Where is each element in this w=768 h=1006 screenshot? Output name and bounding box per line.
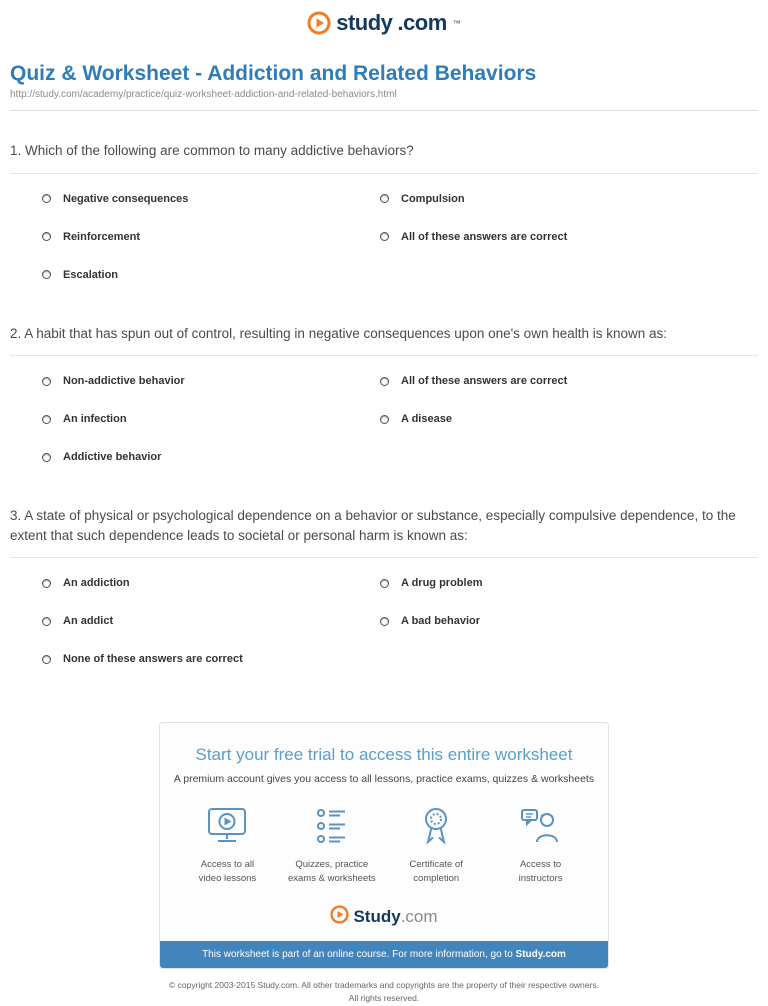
divider [10,110,758,111]
radio-button[interactable] [42,270,51,279]
logo-brand-text: study [336,10,393,35]
feature-label: Access to instructors [518,859,563,884]
radio-button[interactable] [380,579,389,588]
radio-button[interactable] [42,415,51,424]
answer-option[interactable] [380,362,718,400]
answer-label: A bad behavior [401,615,481,628]
radio-button[interactable] [380,232,389,241]
answer-option[interactable] [42,218,380,256]
options-grid [42,564,758,678]
answer-option[interactable] [42,564,380,602]
answer-option[interactable] [42,640,380,678]
answer-option[interactable] [42,602,380,640]
copyright-line-2: All rights reserved. [348,993,420,1004]
radio-button[interactable] [42,617,51,626]
answer-label: An addiction [63,577,130,590]
feature-label: Certificate of completion [409,859,463,884]
options-grid [42,180,758,294]
answer-option[interactable] [380,180,718,218]
question-block-1 [10,141,758,294]
instructors-icon [518,805,564,847]
radio-button[interactable] [380,617,389,626]
card-logo-brand: Study [353,906,401,926]
answer-label: Non-addictive behavior [63,375,185,388]
copyright-line-1: © copyright 2003-2015 Study.com. All other trademarks and copyrights are the property of their respective owners. [169,979,599,990]
answer-label: An addict [63,615,114,628]
certificate-icon [413,805,459,847]
answer-label: All of these answers are correct [401,230,568,243]
question-text: 2. A habit that has spun out of control, resulting in negative consequences upon one's own health is known as: [10,324,758,357]
card-logo-tld: .com [400,906,438,926]
answer-option[interactable] [380,564,718,602]
radio-button[interactable] [42,377,51,386]
answer-label: All of these answers are correct [401,375,568,388]
feature-label: Access to all video lessons [198,859,257,884]
feature-quizzes [282,805,381,885]
radio-button[interactable] [380,194,389,203]
radio-button[interactable] [42,579,51,588]
answer-option[interactable] [380,218,718,256]
features-row [160,785,608,891]
answer-label: Escalation [63,268,119,281]
answer-option[interactable] [380,400,718,438]
banner-studycom-link[interactable]: Study.com [515,948,566,960]
quizzes-icon [309,805,355,847]
logo-trademark: ™ [452,18,461,28]
answer-label: An infection [63,413,127,426]
answer-option[interactable] [42,400,380,438]
answer-label: Compulsion [401,192,465,205]
answer-option[interactable] [42,362,380,400]
feature-label: Quizzes, practice exams & worksheets [287,859,376,884]
radio-button[interactable] [380,377,389,386]
course-info-banner [160,941,608,968]
header-logo-area [10,0,758,36]
answer-label: A disease [401,413,452,426]
question-text: 1. Which of the following are common to many addictive behaviors? [10,141,758,174]
radio-button[interactable] [380,415,389,424]
play-circle-icon [307,11,331,35]
page-url: http://study.com/academy/practice/quiz-worksheet-addiction-and-related-behaviors.html [10,89,397,100]
answer-label: Negative consequences [63,192,189,205]
free-trial-card [159,722,609,969]
radio-button[interactable] [42,453,51,462]
banner-text: This worksheet is part of an online course. For more information, go to [202,948,516,960]
trial-subtitle: A premium account gives you access to all lessons, practice exams, quizzes & worksheets [173,773,595,786]
question-block-3 [10,506,758,678]
feature-video-lessons [178,805,277,885]
answer-option[interactable] [380,602,718,640]
video-lessons-icon [204,805,250,847]
question-block-2 [10,324,758,477]
trial-title: Start your free trial to access this entire worksheet [195,745,573,765]
radio-button[interactable] [42,655,51,664]
answer-label: Reinforcement [63,230,141,243]
feature-instructors [491,805,590,885]
page-title: Quiz & Worksheet - Addiction and Related Behaviors [10,62,537,85]
options-grid [42,362,758,476]
answer-option[interactable] [42,256,380,294]
answer-label: A drug problem [401,577,483,590]
answer-label: None of these answers are correct [63,653,243,666]
copyright-notice [10,979,758,1006]
answer-option[interactable] [42,180,380,218]
answer-option[interactable] [42,438,380,476]
studycom-logo[interactable] [307,10,461,36]
logo-tld-text: .com [397,10,447,35]
radio-button[interactable] [42,232,51,241]
feature-certificate [387,805,486,885]
question-text: 3. A state of physical or psychological dependence on a behavior or substance, especially compulsive dependence, to the extent that such dependence leads to societal or personal harm is known as: [10,506,758,558]
radio-button[interactable] [42,194,51,203]
answer-label: Addictive behavior [63,451,162,464]
